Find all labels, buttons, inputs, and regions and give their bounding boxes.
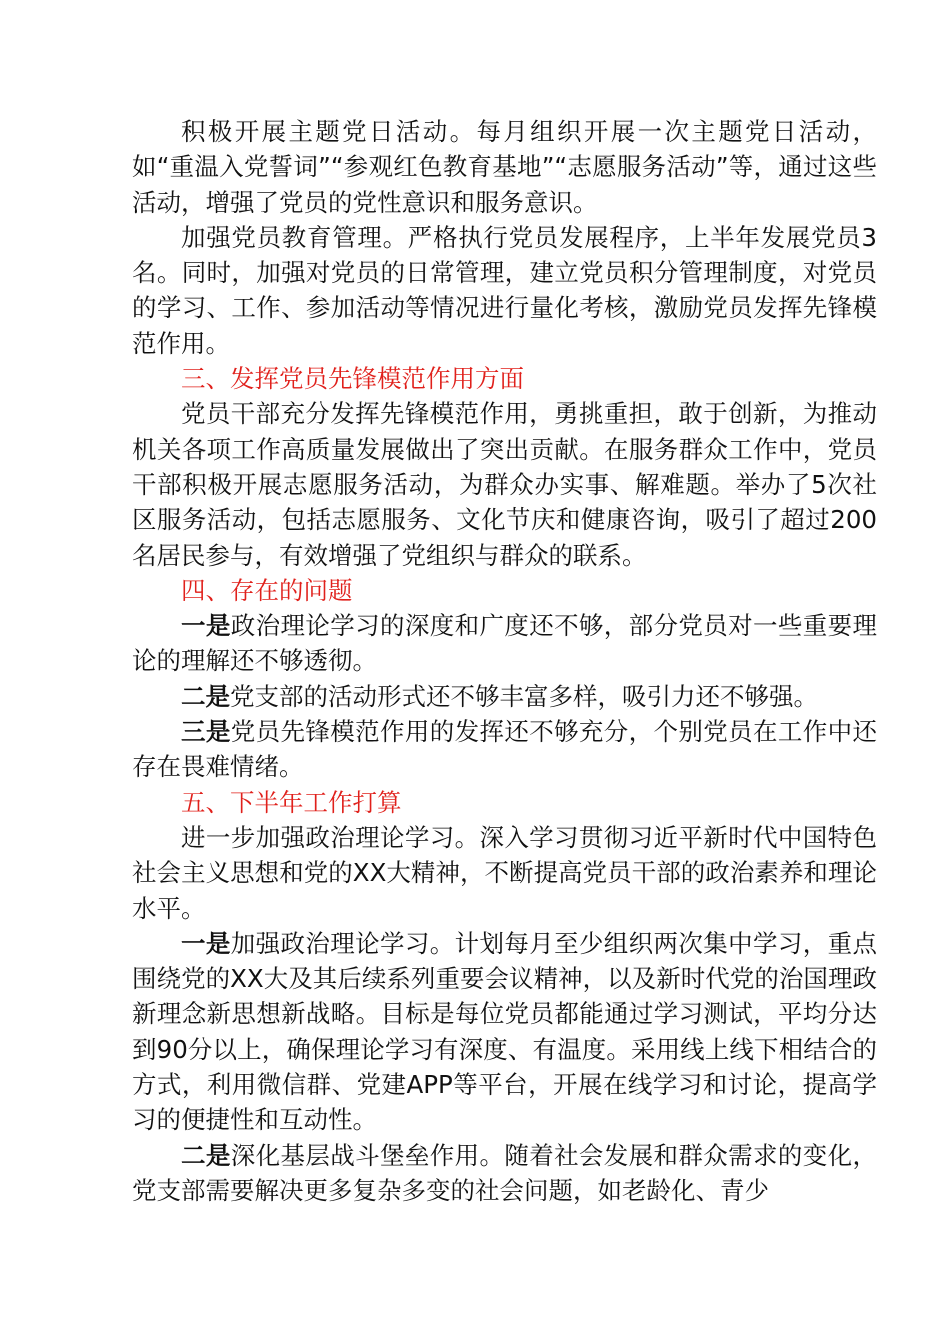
paragraph-problem-3 (132, 714, 877, 785)
problem-1-text: 政治理论学习的深度和广度还不够，部分党员对一些重要理论的理解还不够透彻。 (132, 611, 878, 676)
paragraph-plan-intro: 进一步加强政治理论学习。深入学习贯彻习近平新时代中国特色社会主义思想和党的XX大精神，不断提高党员干部的政治素养和理论水平。 (132, 822, 877, 923)
paragraph-plan-1 (132, 926, 877, 1138)
problem-1-lead: 一是 (181, 611, 231, 641)
problem-3-text: 党员先锋模范作用的发挥还不够充分，个别党员在工作中还存在畏难情绪。 (132, 717, 878, 782)
plan-1-lead: 一是 (181, 928, 231, 958)
document-body (132, 114, 877, 1208)
paragraph-plan-2 (132, 1138, 877, 1209)
section-heading-existing-problems: 四、存在的问题 (181, 575, 353, 605)
paragraph-problem-1 (132, 608, 877, 679)
problem-3-lead: 三是 (181, 717, 231, 747)
plan-2-lead: 二是 (181, 1140, 231, 1170)
section-heading-second-half-plan: 五、下半年工作打算 (181, 787, 402, 817)
paragraph-member-education: 加强党员教育管理。严格执行党员发展程序，上半年发展党员3名。同时，加强对党员的日常管理，建立党员积分管理制度，对党员的学习、工作、参加活动等情况进行量化考核，激励党员发挥先锋模范作用。 (132, 222, 877, 358)
paragraph-vanguard-role: 党员干部充分发挥先锋模范作用，勇挑重担，敢于创新，为推动机关各项工作高质量发展做出了突出贡献。在服务群众工作中，党员干部积极开展志愿服务活动，为群众办实事、解难题。举办了5次社区服务活动，包括志愿服务、文化节庆和健康咨询，吸引了超过200名居民参与，有效增强了党组织与群众的联系。 (132, 399, 877, 570)
problem-2-text: 党支部的活动形式还不够丰富多样，吸引力还不够强。 (230, 681, 818, 711)
plan-2-text: 深化基层战斗堡垒作用。随着社会发展和群众需求的变化，党支部需要解决更多复杂多变的社会问题，如老龄化、青少 (132, 1140, 878, 1205)
plan-1-text: 加强政治理论学习。计划每月至少组织两次集中学习，重点围绕党的XX大及其后续系列重要会议精神，以及新时代党的治国理政新理念新思想新战略。目标是每位党员都能通过学习测试，平均分达到90分以上，确保理论学习有深度、有温度。采用线上线下相结合的方式，利用微信群、党建APP等平台，开展在线学习和讨论，提高学习的便捷性和互动性。 (132, 928, 878, 1135)
paragraph-problem-2 (132, 679, 877, 714)
section-heading-vanguard-role: 三、发挥党员先锋模范作用方面 (181, 364, 524, 394)
paragraph-theme-party-day: 积极开展主题党日活动。每月组织开展一次主题党日活动，如“重温入党誓词”“参观红色教育基地”“志愿服务活动”等，通过这些活动，增强了党员的党性意识和服务意识。 (132, 117, 877, 217)
problem-2-lead: 二是 (181, 681, 230, 711)
